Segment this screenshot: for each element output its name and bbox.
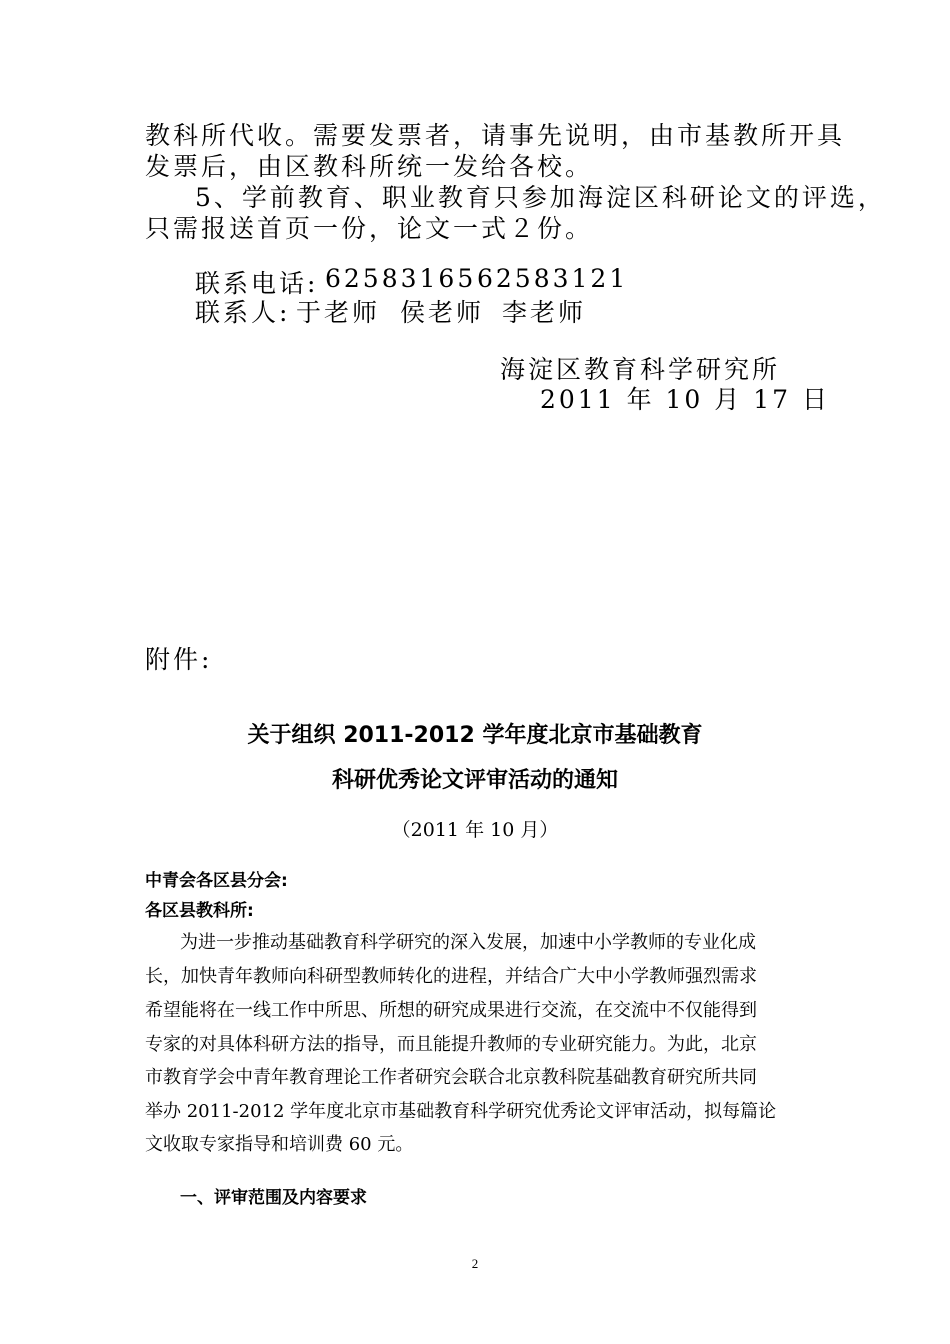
paragraph-line-1: 教科所代收。需要发票者，请事先说明，由市基教所开具 <box>145 121 846 150</box>
body-line-1: 为进一步推动基础教育科学研究的深入发展，加速中小学教师的专业化成 <box>180 932 756 953</box>
paragraph-line-3: 5、学前教育、职业教育只参加海淀区科研论文的评选， <box>195 183 886 212</box>
contact-name-2: 侯老师 <box>400 298 485 327</box>
body-line-3: 希望能将在一线工作中所思、所想的研究成果进行交流，在交流中不仅能得到 <box>145 1000 757 1021</box>
contact-label: 联系人: <box>195 298 291 327</box>
phone-label: 联系电话: <box>195 269 319 298</box>
phone-number-1: 62583165 <box>325 264 477 293</box>
body-line-7: 文收取专家指导和培训费 60 元。 <box>145 1134 414 1155</box>
recipient-line-2: 各区县教科所: <box>145 901 254 921</box>
paragraph-line-2: 发票后，由区教科所统一发给各校。 <box>145 152 594 181</box>
section-heading-1: 一、评审范围及内容要求 <box>180 1188 367 1208</box>
notice-title-line-1: 关于组织 2011-2012 学年度北京市基础教育 <box>247 723 703 748</box>
notice-date: （2011 年 10 月） <box>391 819 559 841</box>
body-line-4: 专家的对具体科研方法的指导，而且能提升教师的专业研究能力。为此，北京 <box>145 1034 757 1055</box>
contact-name-3: 李老师 <box>502 298 587 327</box>
organization-signature: 海淀区教育科学研究所 <box>500 355 781 384</box>
paragraph-line-4: 只需报送首页一份，论文一式２份。 <box>145 214 594 243</box>
notice-title-line-2: 科研优秀论文评审活动的通知 <box>331 768 618 793</box>
body-line-6: 举办 2011-2012 学年度北京市基础教育科学研究优秀论文评审活动，拟每篇论 <box>145 1101 777 1122</box>
body-line-2: 长，加快青年教师向科研型教师转化的进程，并结合广大中小学教师强烈需求 <box>145 966 757 987</box>
contact-name-1: 于老师 <box>296 298 381 327</box>
body-line-5: 市教育学会中青年教育理论工作者研究会联合北京教科院基础教育研究所共同 <box>145 1067 757 1088</box>
phone-number-2: 62583121 <box>477 264 629 293</box>
attachment-label: 附件: <box>145 645 213 674</box>
page-number: 2 <box>471 1256 479 1271</box>
recipient-line-1: 中青会各区县分会: <box>145 871 288 891</box>
signature-date: 2011 年 10 月 17 日 <box>540 385 830 414</box>
